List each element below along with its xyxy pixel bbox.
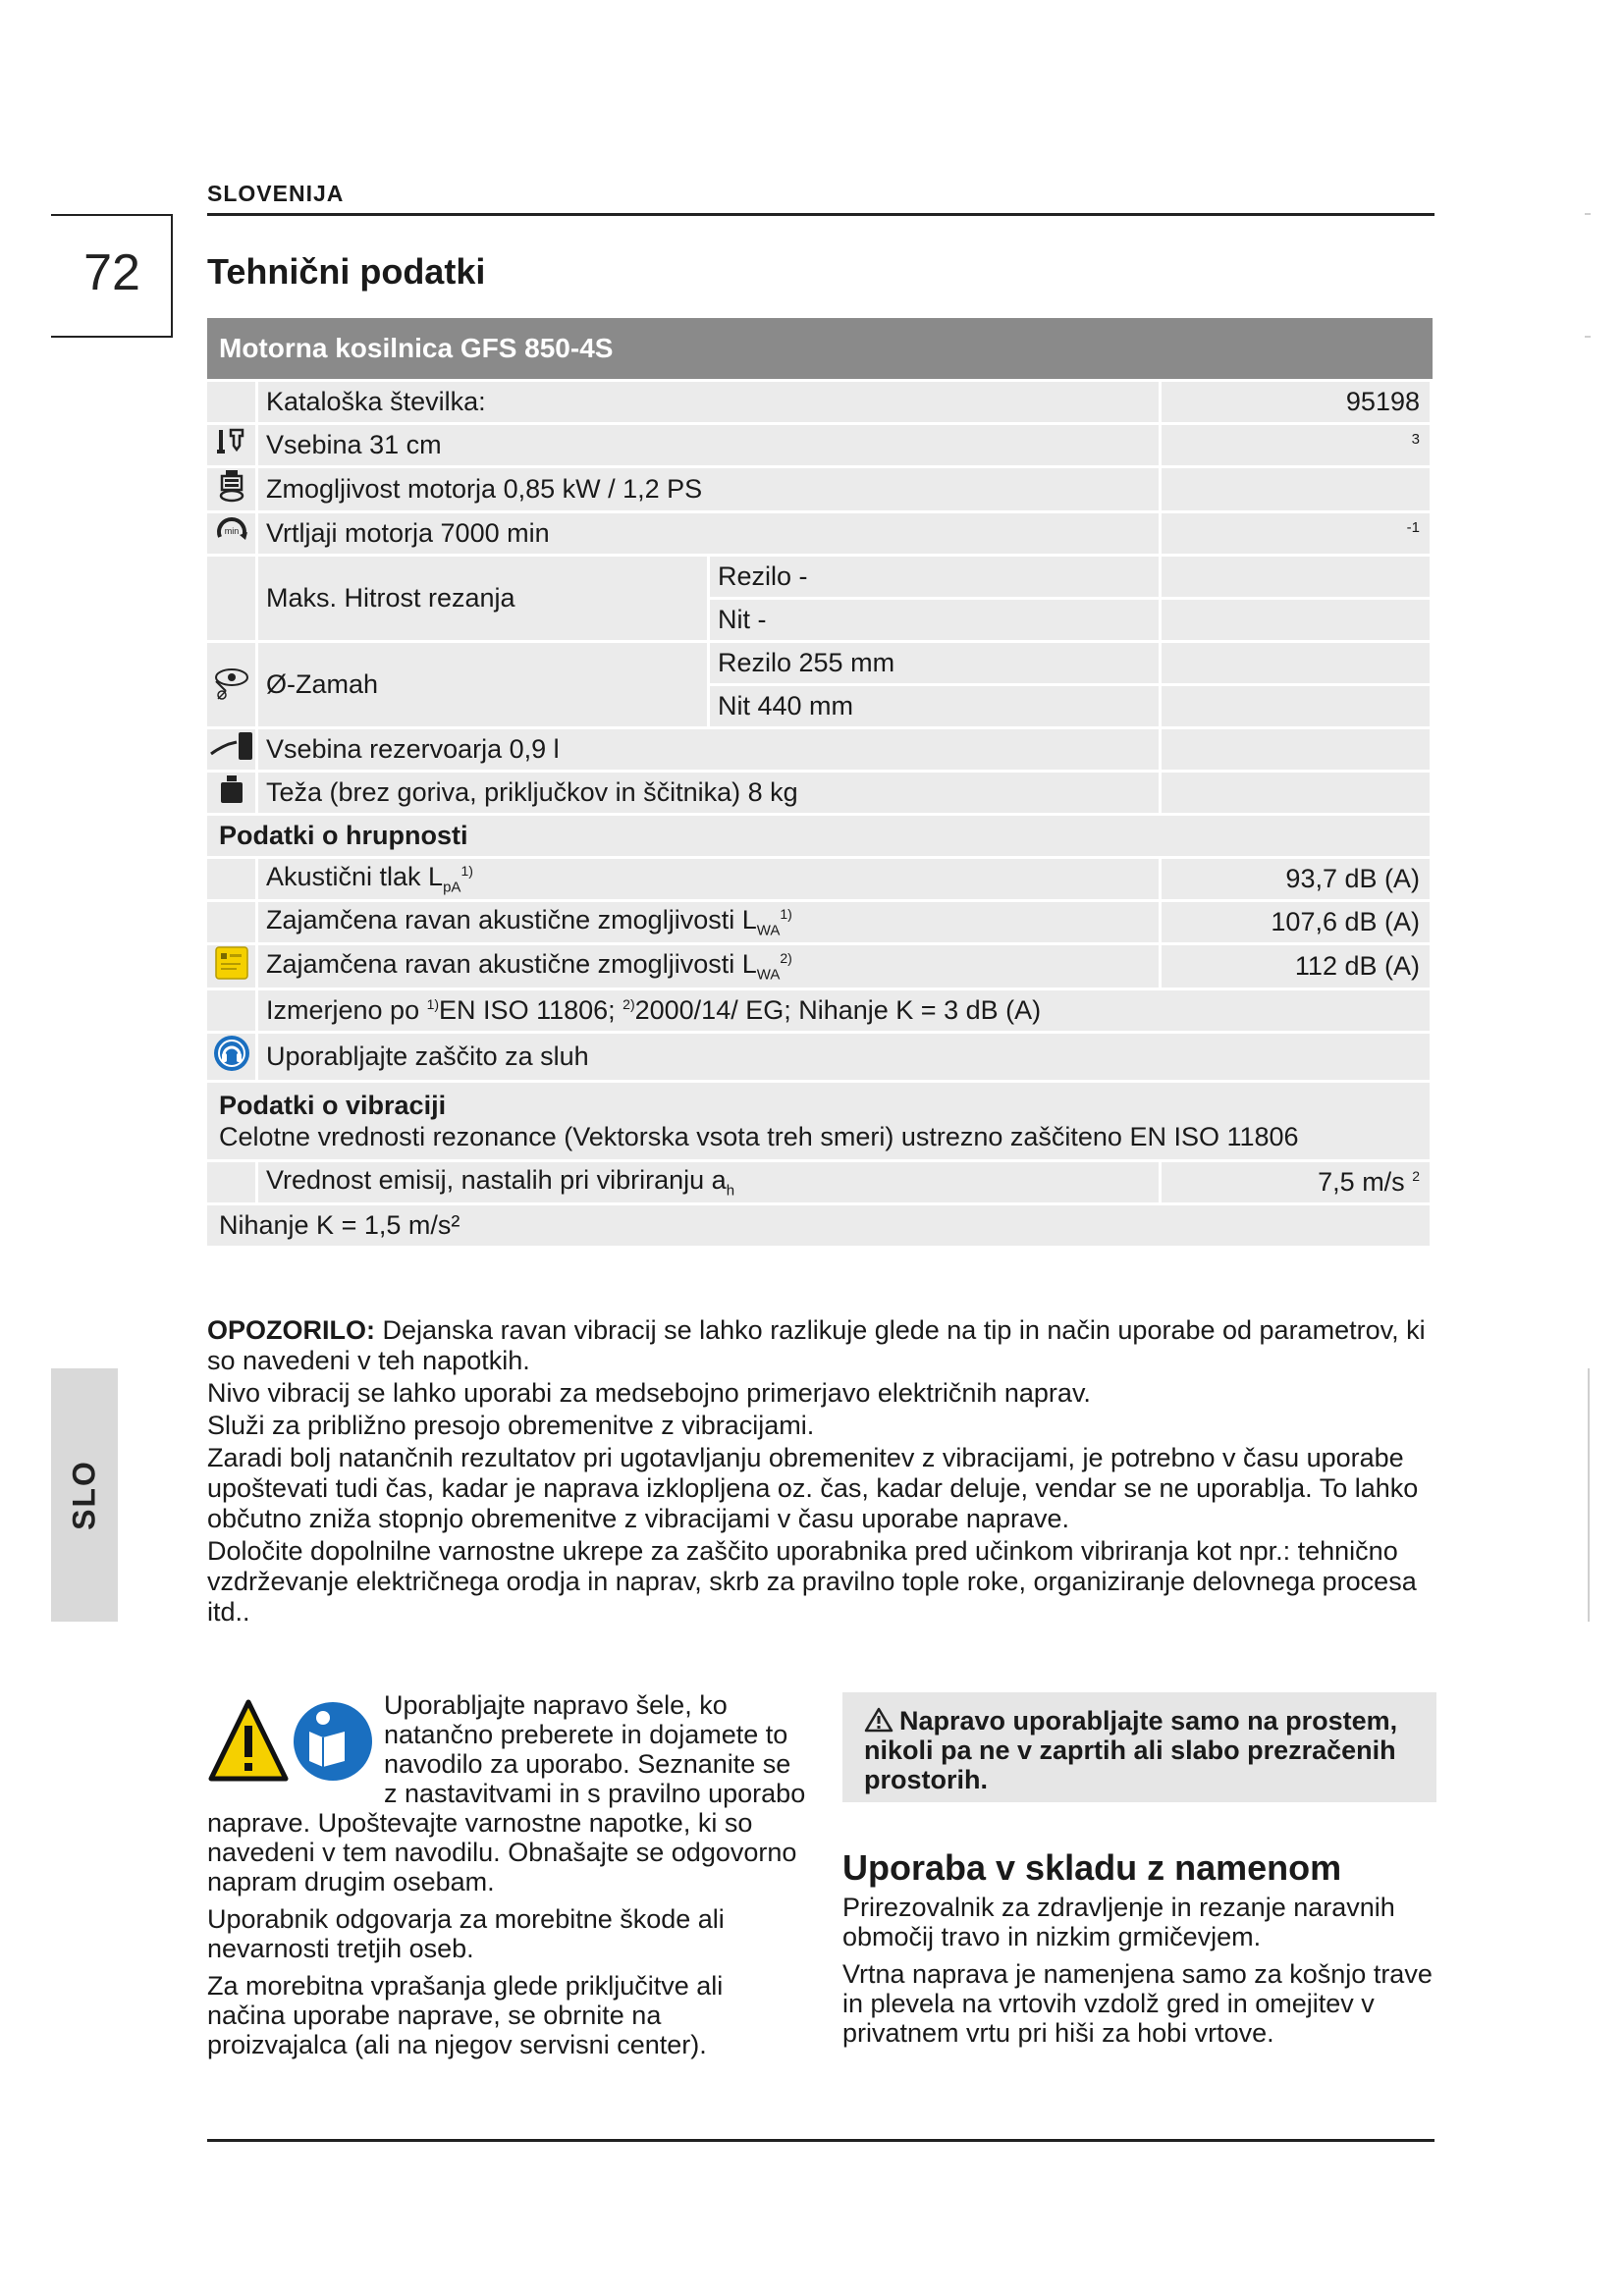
vibration-uncertainty: Nihanje K = 1,5 m/s²: [207, 1205, 1433, 1246]
table-row: [207, 425, 1433, 465]
weight-label: Teža (brez goriva, priključkov in ščitnika) 8 kg: [258, 773, 1162, 813]
table-row: [207, 729, 1433, 770]
intended-use-text: [842, 1893, 1436, 2056]
table-row: [207, 902, 1433, 942]
table-row: [207, 382, 1433, 422]
vibration-description: Celotne vrednosti rezonance (Vektorska vsota treh smeri) ustrezno zaščiteno EN ISO 11806: [219, 1122, 1299, 1151]
instructions-paragraph: Uporabljajte napravo šele, ko natančno preberete in dojamete to navodilo za uporabo. Seznanite se z nastavitvami in s pravilno uporabo naprave. Upoštevajte varnostne napotke, ki so navedeni v tem navodilu. Obnašajte se odgovorno napram drugim osebam.: [207, 1690, 806, 1896]
warning-paragraph: OPOZORILO: Dejanska ravan vibracij se lahko razlikuje glede na tip in način uporabe od parametrov, ki so navedeni v teh napotkih.: [207, 1315, 1426, 1375]
section-title: Tehnični podatki: [207, 251, 486, 292]
cutting-width-blade: Rezilo 255 mm: [710, 643, 1162, 683]
catalog-value: 95198: [1162, 382, 1433, 422]
weight-icon: [207, 773, 258, 813]
engine-power-icon: [207, 468, 258, 510]
table-row: [207, 513, 1433, 554]
engine-capacity-icon: [207, 425, 258, 465]
fuel-tank-icon: [207, 729, 258, 770]
table-row: [207, 1034, 1433, 1080]
max-speed-line: Nit -: [710, 600, 1162, 640]
cutting-width-icon: [207, 643, 258, 726]
spec-header-row: [207, 318, 1433, 379]
rpm-label: Vrtljaji motorja 7000 min: [258, 513, 1162, 554]
table-row: [207, 773, 1433, 813]
bottom-divider: [207, 2139, 1435, 2142]
language-side-tab: [51, 1368, 118, 1622]
table-row: [207, 859, 1433, 899]
vibration-section: [207, 1083, 1433, 1159]
warning-paragraph: Nivo vibracij se lahko uporabi za medsebojno primerjavo električnih naprav.: [207, 1378, 1091, 1408]
vibration-section-title: Podatki o vibraciji: [219, 1091, 447, 1120]
top-divider: [207, 213, 1435, 216]
intended-use-paragraph: Vrtna naprava je namenjena samo za košnjo trave in plevela na vrtovih vzdolž gred in omejitev v privatnem vrtu pri hiši za hobi vrtove.: [842, 1959, 1433, 2048]
warning-triangle-icon: [864, 1707, 893, 1733]
vibration-warning: [207, 1315, 1435, 1629]
sound-power-label-2: Zajamčena ravan akustične zmogljivosti $L_{WA}^{2)}$: [258, 945, 1162, 988]
sound-level-label-icon: [207, 945, 258, 988]
page-number: 72: [83, 244, 140, 301]
warning-and-manual-icon: [207, 1694, 374, 1785]
product-name: Motorna kosilnica GFS 850-4S: [207, 318, 1433, 379]
table-row: [207, 1205, 1433, 1246]
edge-marker: [1588, 1368, 1590, 1622]
liability-paragraph: Uporabnik odgovarja za morebitne škode ali nevarnosti tretjih oseb.: [207, 1904, 725, 1963]
spec-table: [207, 315, 1433, 1249]
table-row: [207, 990, 1433, 1031]
vibration-emission-value: 7,5 m/s $^2$: [1162, 1162, 1433, 1202]
rpm-icon: [207, 513, 258, 554]
sound-pressure-value: 93,7 dB (A): [1162, 859, 1433, 899]
table-row: [207, 468, 1433, 510]
warning-paragraph: Služi za približno presojo obremenitve z vibracijami.: [207, 1411, 815, 1440]
table-row: [207, 557, 1433, 597]
ear-protection-text: Uporabljajte zaščito za sluh: [258, 1034, 1433, 1080]
cutting-width-line: Nit 440 mm: [710, 686, 1162, 726]
max-speed-blade: Rezilo -: [710, 557, 1162, 597]
sound-power-value-2: 112 dB (A): [1162, 945, 1433, 988]
safety-instructions: [207, 1690, 806, 2067]
outdoor-use-notice: [842, 1692, 1436, 1802]
noise-section-title: Podatki o hrupnosti: [207, 816, 1433, 856]
vibration-emission-label: Vrednost emisij, nastalih pri vibriranju $a_h$: [258, 1162, 1162, 1202]
sound-power-label-1: Zajamčena ravan akustične zmogljivosti $L_{WA}^{1)}$: [258, 902, 1162, 942]
warning-label: OPOZORILO:: [207, 1315, 375, 1345]
rpm-unit-superscript: -1: [1162, 513, 1433, 554]
table-row: [207, 643, 1433, 683]
table-row: [207, 1083, 1433, 1159]
capacity-label: Vsebina 31 cm: [258, 425, 1162, 465]
warning-paragraph: Zaradi bolj natančnih rezultatov pri ugotavljanju obremenitev z vibracijami, je potrebno v času uporabe upoštevati tudi čas, kadar je naprava izklopljena oz. čas, kadar deluje, vendar se ne uporablja. To lahko občutno zniža stopnjo obremenitve z vibracijami v času uporabe naprave.: [207, 1443, 1419, 1533]
edge-tick: [1585, 336, 1591, 338]
warning-paragraph: Določite dopolnilne varnostne ukrepe za zaščito uporabnika pred učinkom vibriranja kot npr.: tehnično vzdrževanje električnega orodja in naprav, skrb za pravilno tople roke, organiziranje delovnega procesa itd..: [207, 1536, 1417, 1627]
contact-paragraph: Za morebitna vprašanja glede priključitve ali načina uporabe naprave, se obrnite na proizvajalca (ali na njegov servisni center).: [207, 1971, 724, 2059]
country-label: SLOVENIJA: [207, 181, 345, 206]
catalog-label: Kataloška številka:: [258, 382, 1162, 422]
table-row: [207, 1162, 1433, 1202]
power-label: Zmogljivost motorja 0,85 kW / 1,2 PS: [258, 468, 1162, 510]
sound-power-value-1: 107,6 dB (A): [1162, 902, 1433, 942]
svg-text:min: min: [224, 526, 239, 536]
measurement-standard: Izmerjeno po $^{1)}$EN ISO 11806; $^{2)}$2000/14/ EG; Nihanje K = 3 dB (A): [258, 990, 1433, 1031]
outdoor-use-text: Napravo uporabljajte samo na prostem, nikoli pa ne v zaprtih ali slabo prezračenih prostorih.: [864, 1706, 1398, 1794]
intended-use-paragraph: Prirezovalnik za zdravljenje in rezanje naravnih območij travo in nizkim grmičevjem.: [842, 1893, 1395, 1951]
intended-use-title: Uporaba v skladu z namenom: [842, 1847, 1342, 1888]
table-row: [207, 945, 1433, 988]
table-row: [207, 816, 1433, 856]
sound-pressure-label: Akustični tlak $L_{pA}^{1)}$: [258, 859, 1162, 899]
tank-label: Vsebina rezervoarja 0,9 l: [258, 729, 1162, 770]
ear-protection-icon: [207, 1034, 258, 1080]
language-side-tab-label: SLO: [66, 1460, 102, 1530]
capacity-unit-superscript: 3: [1162, 425, 1433, 465]
max-speed-label: Maks. Hitrost rezanja: [258, 557, 710, 640]
edge-tick: [1585, 213, 1591, 215]
cutting-width-label: Ø-Zamah: [258, 643, 710, 726]
